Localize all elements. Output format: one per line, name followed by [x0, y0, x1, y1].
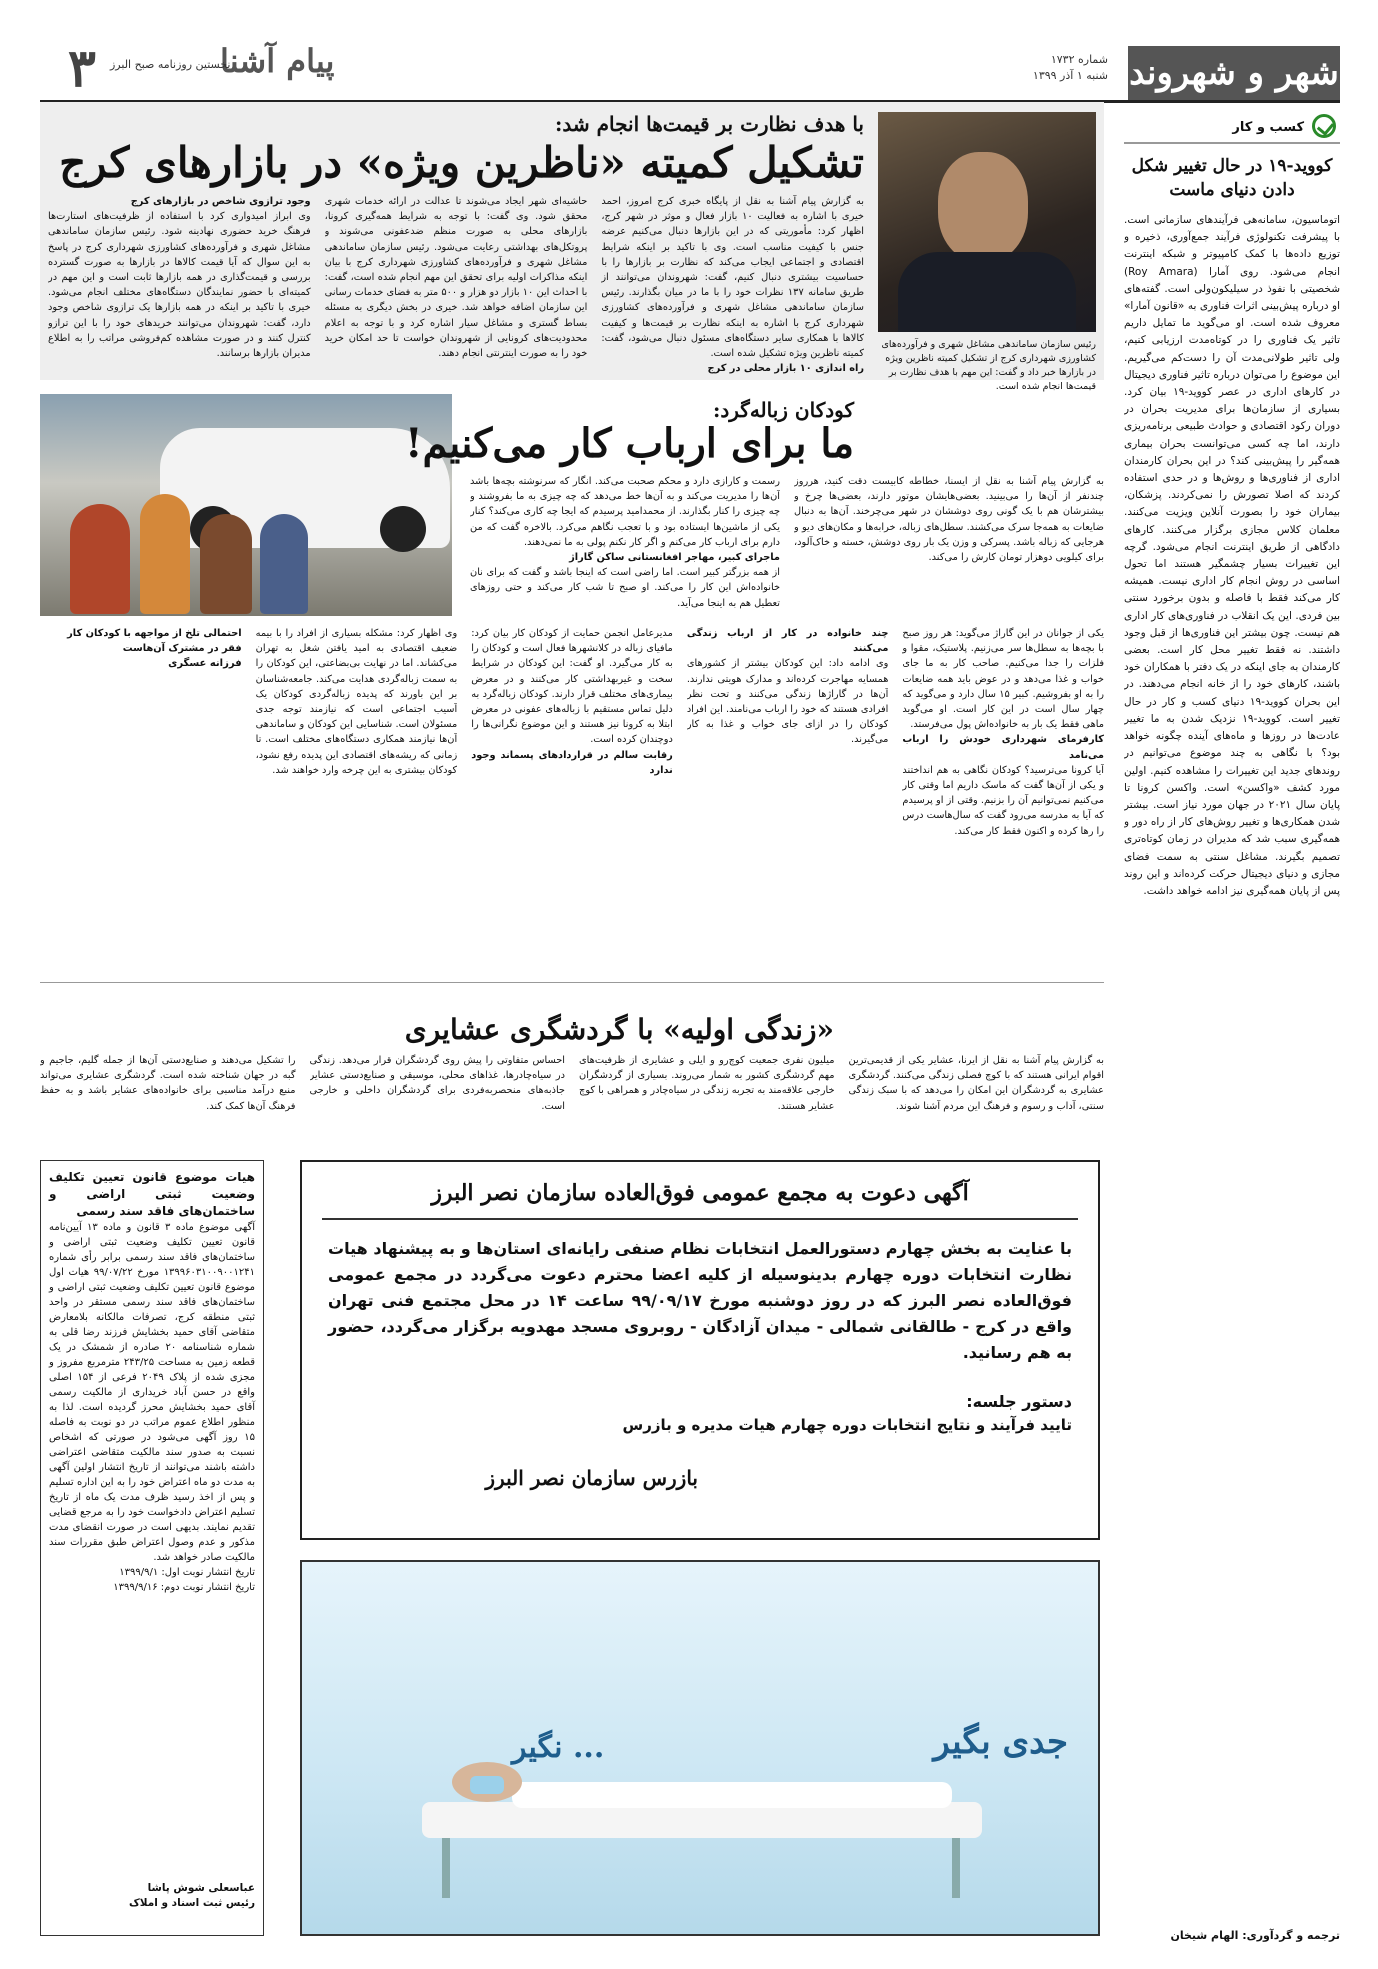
- oxygen-mask-icon: [470, 1776, 504, 1794]
- portrait-face: [938, 152, 1028, 262]
- article-subhead: وجود ترازوی شاخص در بازارهای کرج: [130, 196, 311, 207]
- article-lower-columns: [40, 626, 1104, 966]
- article-subhead: فقر در مشترک آن‌هاست: [122, 643, 242, 655]
- article-subhead: راه اندازی ۱۰ بازار محلی در کرج: [707, 363, 864, 374]
- ad-agenda-heading: دستور جلسه:: [966, 1392, 1072, 1411]
- issue-info: [1033, 52, 1108, 84]
- article-kicker: با هدف نظارت بر قیمت‌ها انجام شد:: [555, 112, 864, 136]
- notice-date-1: تاریخ انتشار نوبت اول: ۱۳۹۹/۹/۱: [119, 1567, 255, 1578]
- section-title: شهر و شهروند: [1128, 46, 1340, 100]
- child-figure: [260, 514, 308, 614]
- legal-notice: [40, 1160, 264, 1936]
- article-text: میلیون نفری جمعیت کوچ‌رو و ایلی و عشایری از ظرفیت‌های مهم گردشگری کشور به شمار می‌روند. بسیاری از گردشگران خارجی علاقه‌مند به تجربه زندگی در سیاه‌چادر و همراهی با کوچ عشایر هستند.: [579, 1055, 835, 1112]
- street-photo: [40, 394, 452, 616]
- article-title: ما برای ارباب کار می‌کنیم!: [404, 420, 854, 467]
- column-body: اتوماسیون، سامانه‌هی فرآیندهای سازمانی است. با پیشرفت تکنولوژی فرآیند جمع‌آوری، ذخیره و توزیع داده‌ها با کمک کامپیوتر و شبکه اینترنت انجام می‌شود. روی آمارا (Roy Amara) شخصیتی با نفوذ در سیلیکون‌ولی است. گفته‌های او درباره پیش‌بینی اثرات فناوری به «قانون آمارا» معروف شده است. او می‌گوید ما تمایل داریم تاثیر یک فناوری را در کوتاه‌مدت ارزیابی کنیم، ولی تاثیر طولانی‌مدت آن را دست‌کم می‌گیریم. این موضوع را می‌توان درباره تاثیر فناوری دیجیتال در کارهای اداری در عصر کووید-۱۹ بیان کرد. بسیاری از سازمان‌ها برای مدیریت بحران در دوران رکود اقتصادی و حوادث طبیعی برنامه‌ریزی دارند، اما چه کسی می‌توانست بحران بیماری همه‌گیر را پیش‌بینی کند؟ در این بحران کارمندان اداری از فناوری‌ها و روش‌ها و در حدی استفاده کردند که اصلا تصورش را نمی‌کردند. پزشکان، بیماران خود را بصورت آنلاین ویزیت می‌کنند. معلمان کلاس مجازی برگزار می‌کنند. کارهای دادگاهی از طریق اینترنت انجام می‌شود. گرچه این تغییرات بسیار چشمگیر هستند اما تحول اساسی در روش انجام کار اداری نیست. همیشه کار می‌کند فقط با فاصله و بدون برخورد سنتی بین فردی. این یک انقلاب در فناوری‌های کار اداری هم نیست. چون بیشتر این فناوری‌ها از قبل وجود داشتند. نه فقط تغییر محل کار است. بعضی کارمندان به جای اینکه در یک دفتر با همکاران خود باشند، کارهای خود را از خانه انجام می‌دهند. در این بحران کووید-۱۹ دنیای کسب و کار در حال تغییر است. کووید-۱۹ نزدیک شدن به ما تغییر عادت‌ها در روزها و ماه‌های آینده چگونه خواهد بود؟ با نگاهی به چند موضوع می‌توانیم در روندهای جدید این تغییرات را مشاهده کنیم. اولین مورد کشف «واکسن» است. واکسن کرونا تا پایان سال ۲۰۲۱ در جهان مورد نیاز است. بیشتر شدن همکاری‌ها و تغییر روش‌های کار از راه دور و همه‌گیری سبب شد که مدیران در زمان کوتاه‌تری تصمیم بگیرند. مشاغل سنتی به سمت فضای مجازی و دنیای دیجیتال حرکت کرده‌اند و این روند پس از پایان همه‌گیری نیز ادامه خواهد داشت.: [1124, 214, 1340, 897]
- article-title: تشکیل کمیته «ناظرین ویژه» در بازارهای کرج: [59, 138, 864, 187]
- article-text: از همه بزرگتر کبیر است. اما راضی است که اینجا باشد و گفت که برای نان خانواده‌اش این کار را می‌کند. او صبح تا شب کار می‌کند و حتی روزهای تعطیل هم به اینجا می‌آید.: [470, 567, 780, 609]
- right-column: [1124, 112, 1340, 1942]
- article-subhead: رقابت سالم در قراردادهای پسماند وجود ندارد: [471, 749, 673, 776]
- article-text: رسمت و کارازی دارد و محکم صحبت می‌کند. انگار که سرنوشته بچه‌ها باشد آن‌ها را مدیریت می‌کند و به آن‌ها خط می‌دهد که چه چیزی به ما بفروشند و چه چیزی را کنار بگذارند. از محمدامید پرسیدم که ایجا چه کاری می‌کند؟ کنار یکی از ماشین‌ها ایستاده بود و با تعجب نگاهم می‌کرد. بالاخره گفت که من دارم برای ارباب کار می‌کنم و اگر کار نکنم پولی به ما نمی‌دهند.: [470, 476, 780, 548]
- paper-logo: پیام آشنا: [220, 42, 335, 80]
- notice-signer: عباسعلی شوش پاشا: [147, 1882, 255, 1894]
- article-column: [579, 1053, 835, 1145]
- article-text: وی اظهار کرد: مشکله بسیاری از افراد را با بیمه ضعیف اقتصادی به امید یافتن شغل به تهران می‌کشاند. اما در نهایت بی‌بضاعتی، این کودکان را به سمت زباله‌گردی هدایت می‌کند. جامعه‌شناسان بر این باورند که پدیده زباله‌گردی کودکان یک آسیب اجتماعی است که نیازمند توجه جدی مسئولان است. شناسایی این کودکان و ساماندهی آن‌ها نیازمند همکاری دستگاه‌های مختلف است. تا زمانی که ریشه‌های اقتصادی این پدیده رفع نشود، کودکان بیشتری به این چرخه وارد خواهند شد.: [255, 628, 458, 776]
- notice-signer-title: رئیس ثبت اسناد و املاک: [129, 1897, 255, 1909]
- article-column: [310, 1053, 566, 1145]
- article-nomadic-tourism: [40, 982, 1104, 1147]
- article-column: [325, 194, 588, 374]
- article-text: مدیرعامل انجمن حمایت از کودکان کار بیان کرد: مافیای زباله در کلانشهرها فعال است و کودکان را به کار می‌گیرد. او گفت: این کودکان در شرایط سخت و غیربهداشتی کار می‌کنند و در معرض بیماری‌های مختلف قرار دارند. کودکان زباله‌گرد به دلیل تماس مستقیم با زباله‌های عفونی در معرض ابتلا به کرونا نیز هستند و این موضوع نگرانی‌ها را دوچندان کرده است.: [471, 628, 673, 746]
- article-column: [470, 474, 780, 622]
- article-child-labor: [40, 390, 1104, 970]
- mask-ad-headline: جدی بگیر: [933, 1722, 1068, 1762]
- article-text: به گزارش پیام آشنا به نقل از ایرنا، عشایر یکی از قدیمی‌ترین اقوام ایرانی هستند که با کوچ فصلی زندگی می‌کنند. گردشگری عشایری به گردشگران این امکان را می‌دهد که با سبک زندگی سنتی، آداب و رسوم و فرهنگ این مردم آشنا شوند.: [848, 1055, 1104, 1112]
- article-subhead: احتمالی تلخ از مواجهه با کودکان کار: [67, 628, 242, 639]
- notice-body: آگهی موضوع ماده ۳ قانون و ماده ۱۳ آیین‌نامه قانون تعیین تکلیف وضعیت ثبتی اراضی و ساختمان‌های فاقد سند رسمی برابر رأی شماره ۱۳۹۹۶۰۳۱۰۰۹۰۰۱۲۴۱ مورخ ۹۹/۰۷/۲۲ هیات اول موضوع قانون تعیین تکلیف وضعیت ثبتی اراضی و ساختمان‌های فاقد سند رسمی مستقر در واحد ثبتی منطقه کرج، تصرفات مالکانه بلامعارض متقاضی آقای حمید بخشایش فرزند رضا قلی به شماره شناسنامه ۲۰ صادره از شمشک در یک قطعه زمین به مساحت ۲۴۳/۲۵ مترمربع مفروز و مجزی شده از پلاک ۲۰۴۹ فرعی از ۱۵۴ اصلی واقع در حسن آباد خریداری از مالکیت رسمی آقای حمید بخشایش محرز گردیده است. لذا به منظور اطلاع عموم مراتب در دو نوبت به فاصله ۱۵ روز آگهی می‌شود در صورتی که اشخاص نسبت به صدور سند مالکیت متقاضی اعتراضی داشته باشند می‌توانند از تاریخ انتشار اولین آگهی به مدت دو ماه اعتراض خود را به این اداره تسلیم و پس از اخذ رسید ظرف مدت یک ماه از تاریخ تسلیم اعتراض دادخواست خود را به مرجع قضایی تقدیم نمایند. بدیهی است در صورت انقضای مدت مذکور و عدم وصول اعتراض طبق مقررات سند مالکیت صادر خواهد شد.: [49, 1222, 256, 1563]
- article-byline: فرزانه عسگری: [168, 658, 242, 670]
- article-text: حاشیه‌ای شهر ایجاد می‌شوند تا عدالت در ارائه خدمات شهری محقق شود. وی گفت: با توجه به شرایط همه‌گیری کرونا، بازارهای محلی به صورت منظم ضدعفونی می‌شوند و پروتکل‌های بهداشتی رعایت می‌شود. رئیس سازمان ساماندهی مشاغل شهری و فرآورده‌های کشاورزی شهرداری کرج با بیان اینکه مذاکرات اولیه برای تحقق این مهم انجام شده است، گفت: با احداث این ۱۰ بازار دو هزار و ۵۰۰ متر به فضای خدمات رسانی این سازمان اضافه خواهد شد. خیری در بخش دیگری به مسئله بساط گستری و مشاغل سیار اشاره کرد و با توجه به اعلام محدودیت‌های کرونایی از شهروندان خواست تا حد امکان خرید خود را به صورت اینترنتی انجام دهند.: [324, 196, 588, 360]
- article-title: «زندگی اولیه» با گردشگری عشایری: [404, 1013, 834, 1046]
- article-column: [40, 1053, 296, 1145]
- ad-divider: [322, 1218, 1078, 1220]
- ad-title: آگهی دعوت به مجمع عمومی فوق‌العاده سازمان نصر البرز: [431, 1180, 969, 1206]
- article-text: به گزارش پیام آشنا به نقل از ایسنا، خطاطه کابیست دقت کنید، هرروز چندنفر از آن‌ها را می‌بینید. بعضی‌هایشان موتور دارند، بعضی‌ها چرخ و بیشترشان هم با یک گونی روی دوششان در شهر می‌چرخند. آن‌ها به دنبال ضایعات به همه‌جا سرک می‌کشند. سطل‌های زباله، خرابه‌ها و مکان‌های دیو و هرجایی که زباله باشد. پسرکی و وزن یک بار روی دوشش، خسته و خاک‌آلود، برای کیلویی دوهزار تومان کارش را می‌کند.: [794, 476, 1104, 564]
- photo-caption: رئیس سازمان ساماندهی مشاغل شهری و فرآورده‌های کشاورزی شهرداری کرج از تشکیل کمیته ناظرین ویژه در بازارها خبر داد و گفت: این مهم با هدف نظارت بر قیمت‌ها انجام شده است.: [881, 339, 1096, 392]
- article-column: [256, 626, 458, 966]
- ad-agenda: تایید فرآیند و نتایج انتخابات دوره چهارم هیات مدیره و بازرس: [622, 1416, 1072, 1434]
- portrait-photo: [878, 112, 1096, 332]
- child-figure: [70, 504, 130, 614]
- check-icon: [1312, 114, 1336, 138]
- mask-ad-slogan: ... نگیر: [512, 1730, 605, 1765]
- car-wheel: [380, 506, 426, 552]
- issue-number: شماره ۱۷۳۲: [1050, 53, 1108, 66]
- article-column: [849, 1053, 1105, 1145]
- column-footer: ترجمه و گردآوری: الهام شیخان: [1170, 1929, 1340, 1942]
- ad-body: با عنایت به بخش چهارم دستورالعمل انتخابات نظام صنفی رایانه‌ای استان‌ها و به پیشنهاد هیات نظارت انتخابات دوره چهارم بدینوسیله از کلیه اعضا محترم دعوت می‌گردد در مجمع عمومی فوق‌العاده نصر البرز که در روز دوشنبه مورخ ۹۹/۰۹/۱۷ ساعت ۱۴ در محل مجتمع فنی تهران واقع در کرج - طالقانی شمالی - میدان آزادگان - روبروی مسجد مهدویه برگزار می‌گردد، حضور به هم رسانید.: [328, 1239, 1073, 1362]
- article-subhead: چند خانواده در کار از ارباب زندگی می‌کنند: [686, 628, 889, 655]
- article-column: [902, 626, 1104, 966]
- page-number: ۳: [68, 38, 96, 99]
- notice-signature: [129, 1881, 255, 1911]
- article-column: [794, 474, 1104, 622]
- child-figure: [200, 514, 252, 614]
- bed-leg: [952, 1838, 960, 1898]
- paper-tagline: نخستین روزنامه صبح البرز: [110, 58, 231, 71]
- article-column: [48, 194, 311, 374]
- article-column: [40, 626, 242, 966]
- notice-title: هیات موضوع قانون تعیین تکلیف وضعیت ثبتی اراضی و ساختمان‌های فاقد سند رسمی: [49, 1170, 255, 1218]
- bed-leg: [442, 1838, 450, 1898]
- column-label: کسب و کار: [1232, 120, 1304, 135]
- column-header: [1124, 112, 1340, 144]
- meeting-advertisement: [300, 1160, 1100, 1540]
- article-subhead: ماجرای کبیر، مهاجر افغانستانی ساکن گاراژ: [569, 552, 780, 564]
- article-subhead: کارفرمای شهرداری خودش را ارباب می‌نامد: [902, 734, 1104, 761]
- article-text: به گزارش پیام آشنا به نقل از پایگاه خبری کرج امروز، احمد خیری با اشاره به فعالیت ۱۰ بازار فعال و موثر در شهر کرج، اظهار کرد: مأموریتی که در این بازارها دنبال می‌کنیم عرضه جنس با کیفیت مناسب است. وی با تاکید بر اینکه شرایط اقتصادی و اجتماعی ایجاب می‌کند که نظارت بر بازارها را با حساسیت بیشتری دنبال کنیم، گفت: شهروندان می‌توانند از طریق سامانه ۱۳۷ نظرات خود را با ما در میان بگذارند. رئیس سازمان ساماندهی مشاغل شهری و فرآورده‌های کشاورزی شهرداری کرج با اشاره به اینکه نظارت بر قیمت‌ها و کیفیت کالاها با همکاری سایر دستگاه‌های مسئول دنبال می‌شود، گفت: کمیته ناظرین ویژه تشکیل شده است.: [601, 196, 864, 360]
- article-text: را تشکیل می‌دهند و صنایع‌دستی آن‌ها از جمله گلیم، جاجیم و گبه در جهان شناخته شده است. گردشگری عشایری می‌تواند منبع درآمد مناسبی برای خانواده‌های عشایر باشد و به حفظ فرهنگ آن‌ها کمک کند.: [40, 1055, 296, 1112]
- article-columns: [40, 1053, 1104, 1145]
- article-text: وی ادامه داد: این کودکان بیشتر از کشورهای همسایه مهاجرت کرده‌اند و مدارک هویتی ندارند. آن‌ها در گاراژها زندگی می‌کنند و تحت نظر افرادی هستند که خود را ارباب می‌نامند. این افراد کودکان را در ازای جای خواب و غذا به کار می‌گیرند.: [686, 658, 889, 746]
- ad-signature: بازرس سازمان نصر البرز: [485, 1466, 698, 1490]
- article-text: آیا کرونا می‌ترسید؟ کودکان نگاهی به هم انداختند و یکی از آن‌ها گفت که ماسک داریم اما وقتی کار می‌کنیم نمی‌توانیم آن را بزنیم. وقتی از او پرسیدم که آیا به مدرسه می‌رود گفت که سال‌هاست درس را رها کرده و اکنون فقط کار می‌کند.: [902, 764, 1104, 837]
- article-text: احساس متفاوتی را پیش روی گردشگران قرار می‌دهد. زندگی در سیاه‌چادرها، غذاهای محلی، موسیقی و صنایع‌دستی عشایر جاذبه‌های منحصربه‌فردی برای گردشگران داخلی و خارجی است.: [309, 1055, 565, 1112]
- article-text: وی ابراز امیدواری کرد با استفاده از ظرفیت‌های استارت‌ها فرهنگ خرید حضوری نهادینه شود. رئیس سازمان ساماندهی مشاغل شهری و فرآورده‌های کشاورزی شهرداری کرج در پاسخ به این سوال که آیا قیمت کالاها در بازارها به صورت گسترده بررسی و قیمت‌گذاری در همه بازارها ثابت است و این مهم در کمیته‌ای با حضور نمایندگان دستگاه‌های مختلف انجام می‌شود. خیری با تاکید بر اینکه در همه بازارها یک ترازوی شاخص وجود دارد، گفت: شهروندان می‌توانند خریدهای خود را با این ترازو کنترل کنند و در صورت مشاهده کم‌فروشی مراتب را به اطلاع مدیران بازارها برسانند.: [47, 211, 311, 360]
- article-column: [601, 194, 864, 374]
- article-text: یکی از جوانان در این گاراژ می‌گوید: هر روز صبح با بچه‌ها به سطل‌ها سر می‌زنیم. پلاستیک، مقوا و فلزات را جدا می‌کنیم. صاحب کار به ما جای خواب و غذا می‌دهد و در عوض باید همه ضایعات را به او بفروشیم. کبیر ۱۵ سال دارد و می‌گوید که چهار سال است در این کار است. او می‌گوید ماهی فقط یک بار به خانواده‌اش پول می‌فرستد.: [902, 628, 1104, 731]
- masthead: [40, 38, 1340, 103]
- covid-mask-advertisement: [300, 1560, 1100, 1936]
- article-columns: [48, 194, 864, 374]
- portrait-suit: [898, 252, 1076, 332]
- issue-date: شنبه ۱ آذر ۱۳۹۹: [1032, 69, 1108, 82]
- article-column: [471, 626, 673, 966]
- blanket-shape: [512, 1782, 952, 1808]
- child-figure: [140, 494, 190, 614]
- notice-date-2: تاریخ انتشار نوبت دوم: ۱۳۹۹/۹/۱۶: [113, 1582, 255, 1593]
- article-columns: [470, 474, 1104, 622]
- article-column: [687, 626, 889, 966]
- article-committee: [40, 102, 1104, 392]
- column-title: کووید-۱۹ در حال تغییر شکل دادن دنیای ماست: [1131, 156, 1333, 200]
- article-kicker: کودکان زباله‌گرد:: [712, 398, 854, 422]
